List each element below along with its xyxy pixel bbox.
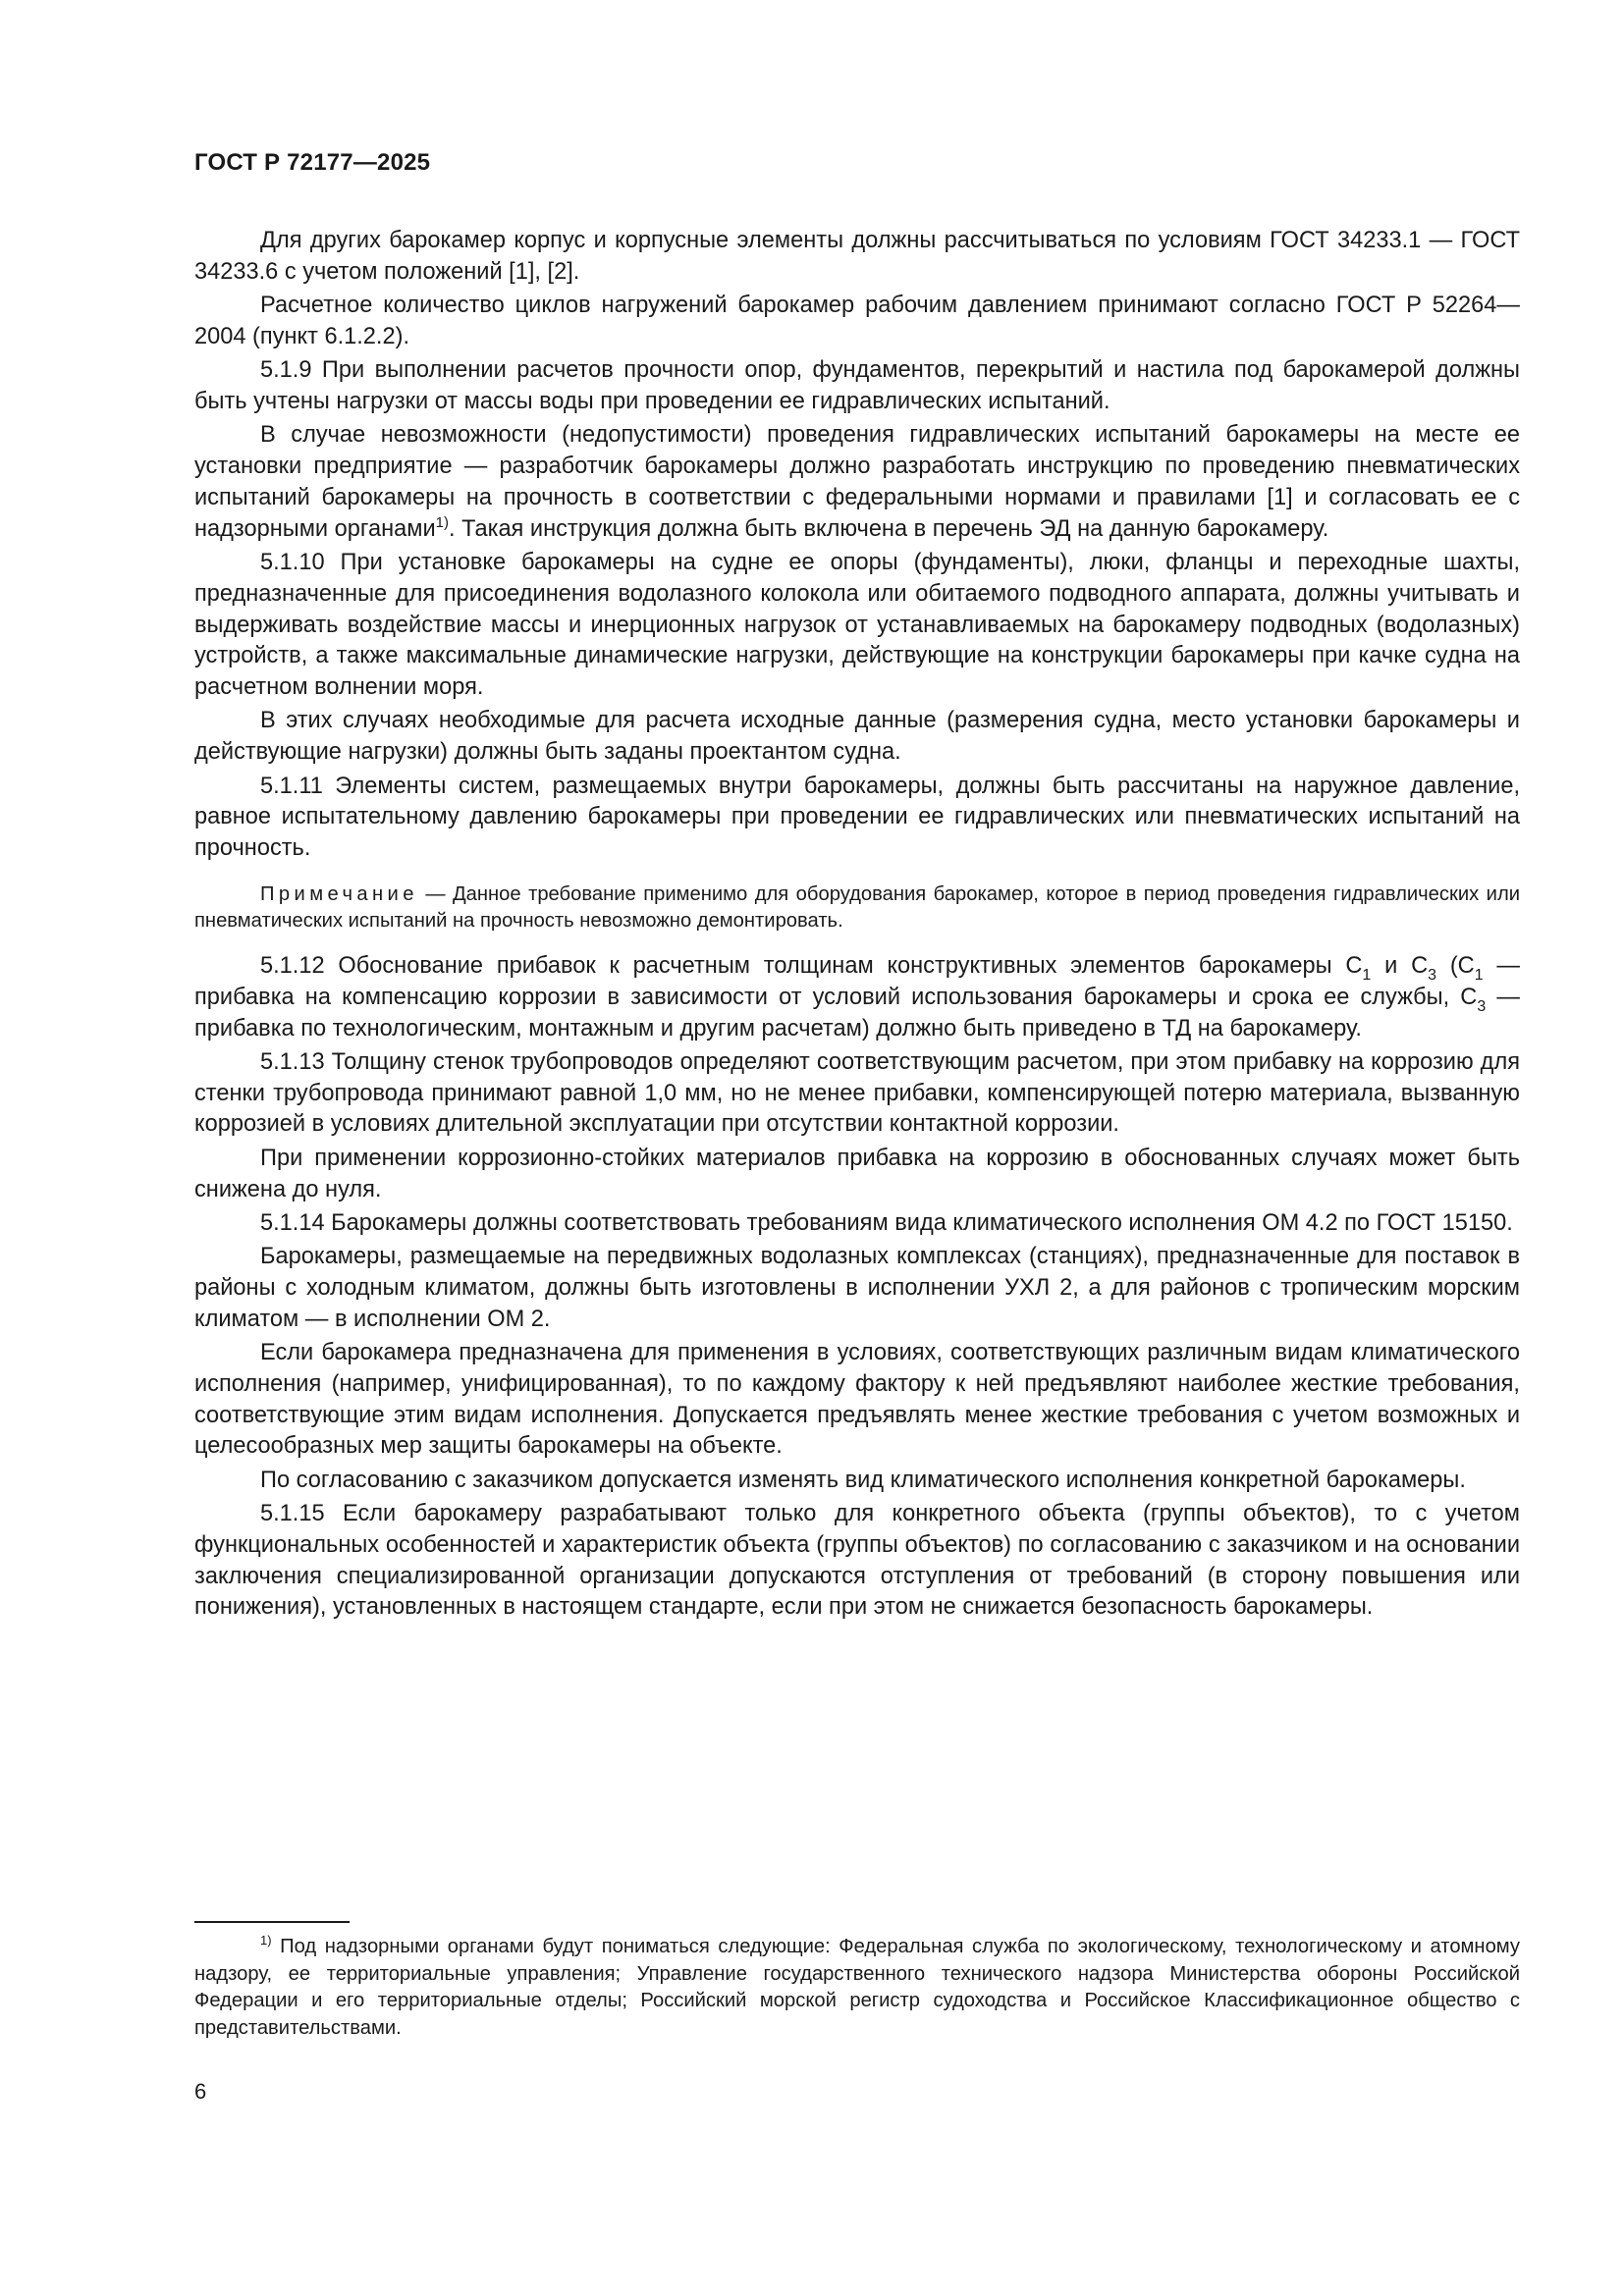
subscript: 1	[1474, 966, 1484, 984]
document-body	[194, 226, 1520, 1624]
paragraph-with-footnote-ref	[194, 420, 1520, 545]
paragraph-text: и С	[1371, 952, 1429, 979]
page-number: 6	[194, 2079, 207, 2104]
footnote-marker: 1)	[260, 1933, 272, 1948]
clause-5-1-12	[194, 951, 1520, 1044]
paragraph-text: (С	[1436, 952, 1475, 979]
footnote-text: Под надзорными органами будут пониматься следующие: Федеральная служба по экологическому, технологическому и атомному надзору, ее территориальные управления; Управление государственного технического надзора Министерства обороны Российской Федерации и его территориальные отделы; Российский морской регистр судоходства и Российское Классификационное общество с представительствами.	[194, 1936, 1520, 2039]
subscript: 3	[1428, 966, 1437, 984]
subscript: 3	[1477, 997, 1487, 1015]
footnote	[194, 1934, 1520, 2042]
paragraph: Для других барокамер корпус и корпусные элементы должны рассчитываться по условиям ГОСТ 34233.1 — ГОСТ 34233.6 с учетом положений [1], [2].	[194, 228, 1520, 285]
paragraph-text: . Такая инструкция должна быть включена в перечень ЭД на данную барокамеру.	[449, 515, 1329, 542]
paragraph-text: 5.1.12 Обоснование прибавок к расчетным толщинам конструктивных элементов барокамеры С	[260, 952, 1363, 979]
paragraph: Барокамеры, размещаемые на передвижных водолазных комплексах (станциях), предназначенные для поставок в районы с холодным климатом, должны быть изготовлены в исполнении УХЛ 2, а для районов с тропическим морским климатом — в исполнении ОМ 2.	[194, 1244, 1520, 1332]
paragraph-text: — прибавка на компенсацию коррозии в зависимости от условий использования барокамеры и срока ее службы, С	[194, 952, 1521, 1010]
footnote-separator	[194, 1921, 350, 1923]
note-text: — Данное требование применимо для оборудования барокамер, которое в период проведения гидравлических или пневматических испытаний на прочность невозможно демонтировать.	[194, 882, 1520, 933]
subscript: 1	[1362, 966, 1372, 984]
paragraph-text: — прибавка по технологическим, монтажным и другим расчетам) должно быть приведено в ТД на барокамеру.	[194, 984, 1520, 1041]
clause-5-1-9: 5.1.9 При выполнении расчетов прочности опор, фундаментов, перекрытий и настила под барокамерой должны быть учтены нагрузки от массы воды при проведении ее гидравлических испытаний.	[194, 357, 1520, 414]
paragraph: По согласованию с заказчиком допускается изменять вид климатического исполнения конкретной барокамеры.	[260, 1467, 1466, 1493]
paragraph: Если барокамера предназначена для применения в условиях, соответствующих различным видам климатического исполнения (например, унифицированная), то по каждому фактору к ней предъявляют наиболее жесткие требования, соответствующие этим видам исполнения. Допускается предъявлять менее жесткие требования с учетом возможных и целесообразных мер защиты барокамеры на объекте.	[194, 1340, 1520, 1460]
paragraph: При применении коррозионно-стойких материалов прибавка на коррозию в обоснованных случаях может быть снижена до нуля.	[194, 1145, 1520, 1202]
clause-5-1-15: 5.1.15 Если барокамеру разрабатывают только для конкретного объекта (группы объектов), то с учетом функциональных особенностей и характеристик объекта (группы объектов) по согласованию с заказчиком и на основании заключения специализированной организации допускаются отступления от требований (в сторону повышения или понижения), установленных в настоящем стандарте, если при этом не снижается безопасность барокамеры.	[194, 1500, 1520, 1621]
footnote-reference: 1)	[435, 513, 450, 531]
paragraph: Расчетное количество циклов нагружений барокамер рабочим давлением принимают согласно ГОСТ Р 52264—2004 (пункт 6.1.2.2).	[194, 293, 1520, 349]
note-label: Примечание	[260, 882, 418, 905]
note	[194, 881, 1520, 935]
document-header: ГОСТ Р 72177—2025	[194, 149, 431, 176]
clause-5-1-10: 5.1.10 При установке барокамеры на судне ее опоры (фундаменты), люки, фланцы и переходные шахты, предназначенные для присоединения водолазного колокола или обитаемого подводного аппарата, должны учитывать и выдерживать воздействие массы и инерционных нагрузок от устанавливаемых на барокамеру подводных (водолазных) устройств, а также максимальные динамические нагрузки, действующие на конструкции барокамеры при качке судна на расчетном волнении моря.	[194, 549, 1520, 701]
clause-5-1-13: 5.1.13 Толщину стенок трубопроводов определяют соответствующим расчетом, при этом прибавку на коррозию для стенки трубопровода принимают равной 1,0 мм, но не менее прибавки, компенсирующей потерю материала, вызванную коррозией в условиях длительной эксплуатации при отсутствии контактной коррозии.	[194, 1048, 1520, 1138]
clause-5-1-11: 5.1.11 Элементы систем, размещаемых внутри барокамеры, должны быть рассчитаны на наружное давление, равное испытательному давлению барокамеры при проведении ее гидравлических или пневматических испытаний на прочность.	[194, 773, 1520, 862]
paragraph-text: В случае невозможности (недопустимости) проведения гидравлических испытаний барокамеры на месте ее установки предприятие — разработчик барокамеры должно разработать инструкцию по проведению пневматических испытаний барокамеры на прочность в соответствии с федеральными нормами и правилами [1] и согласовать ее с надзорными органами	[194, 422, 1520, 542]
paragraph: В этих случаях необходимые для расчета исходные данные (размерения судна, место установки барокамеры и действующие нагрузки) должны быть заданы проектантом судна.	[194, 708, 1520, 766]
clause-5-1-14: 5.1.14 Барокамеры должны соответствовать требованиям вида климатического исполнения ОМ 4.2 по ГОСТ 15150.	[260, 1209, 1513, 1236]
